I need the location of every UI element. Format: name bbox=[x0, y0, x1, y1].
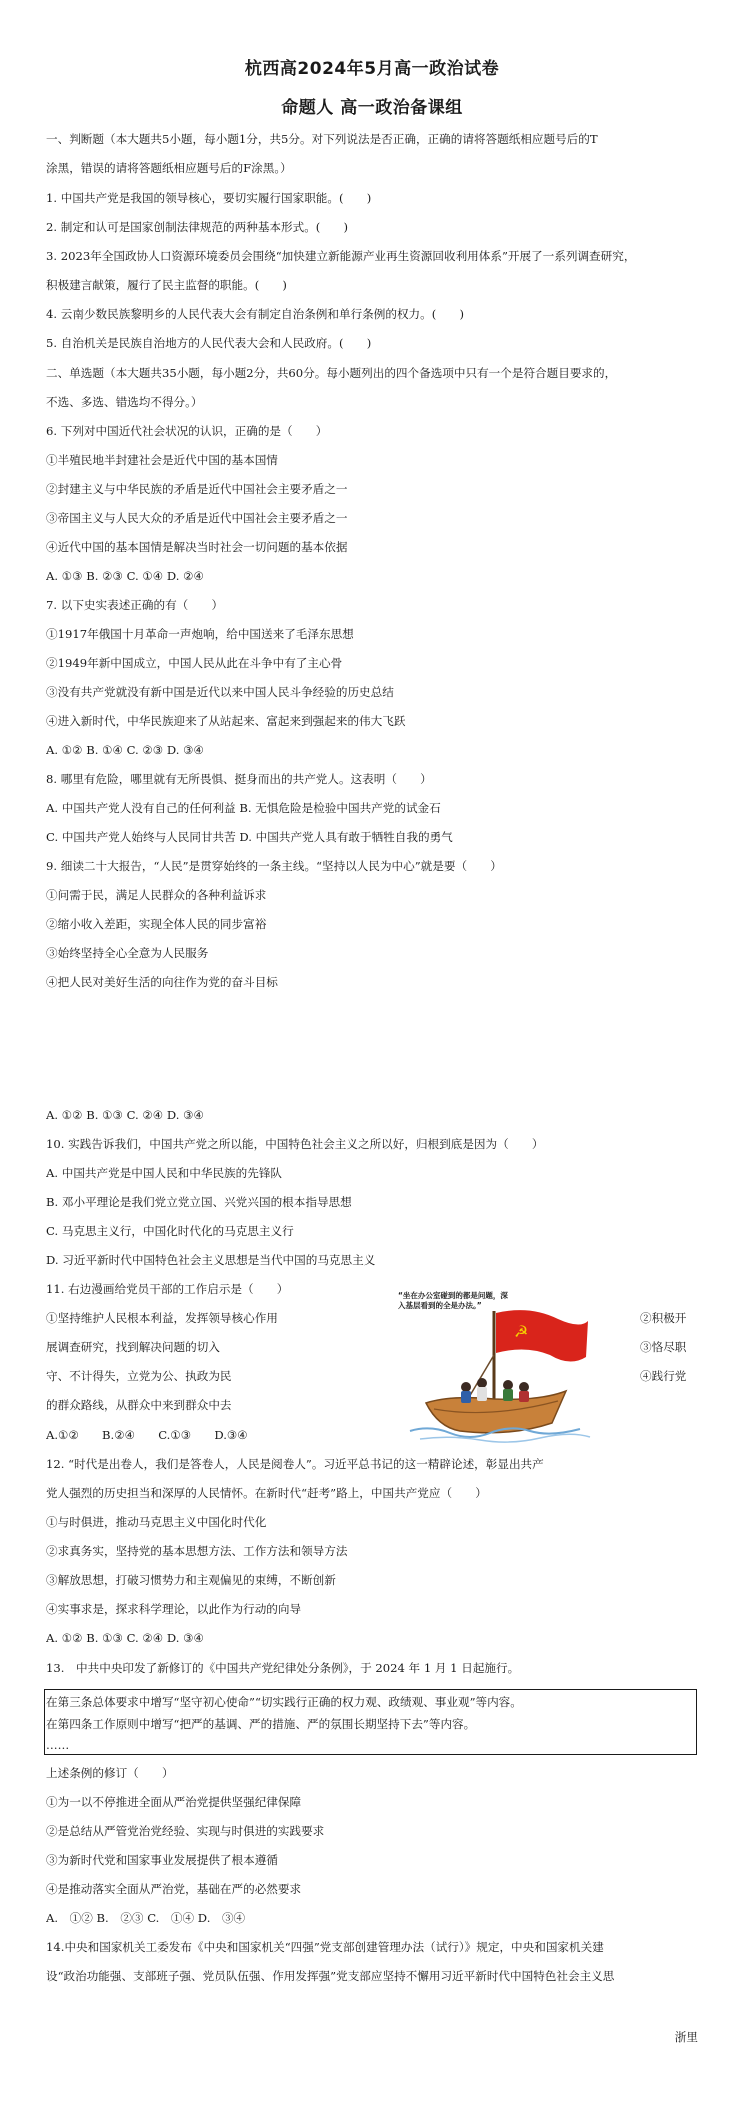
q11-stem: 11. 右边漫画给党员干部的工作启示是（ ） bbox=[46, 1282, 289, 1296]
judge-q4: 4. 云南少数民族黎明乡的人民代表大会有制定自治条例和单行条例的权力。( ) bbox=[46, 307, 464, 321]
section1-intro: 一、判断题（本大题共5小题，每小题1分，共5分。对下列说法是否正确，正确的请将答题纸相应题号后的T bbox=[46, 132, 598, 146]
q6-stem: 6. 下列对中国近代社会状况的认识，正确的是（ ） bbox=[46, 424, 328, 438]
q10-choice-b: B. 邓小平理论是我们党立党立国、兴党兴国的根本指导思想 bbox=[46, 1195, 352, 1209]
q13-stem: 13. 中共中央印发了新修订的《中国共产党纪律处分条例》，于 2024 年 1 月 1 日起施行。 bbox=[46, 1661, 520, 1675]
q9-option: ①问需于民，满足人民群众的各种利益诉求 bbox=[46, 888, 267, 902]
cartoon-caption: “坐在办公室碰到的都是问题，深入基层看到的全是办法。” bbox=[398, 1291, 508, 1310]
q13-material-ellipsis: …… bbox=[46, 1738, 70, 1752]
boat-flag-illustration bbox=[390, 1291, 600, 1443]
q13-material-line: 在第四条工作原则中增写“把严的基调、严的措施、严的氛围长期坚持下去”等内容。 bbox=[46, 1717, 476, 1731]
q10-stem: 10. 实践告诉我们，中国共产党之所以能，中国特色社会主义之所以好，归根到底是因为（ ） bbox=[46, 1137, 544, 1151]
q12-option: ①与时俱进，推动马克思主义中国化时代化 bbox=[46, 1515, 267, 1529]
q13-option: ④是推动落实全面从严治党，基础在严的必然要求 bbox=[46, 1882, 302, 1896]
q7-option: ②1949年新中国成立，中国人民从此在斗争中有了主心骨 bbox=[46, 656, 343, 670]
judge-q3: 3. 2023年全国政协人口资源环境委员会围绕“加快建立新能源产业再生资源回收利用体系”开展了一系列调查研究， bbox=[46, 249, 636, 263]
q7-option: ④进入新时代，中华民族迎来了从站起来、富起来到强起来的伟大飞跃 bbox=[46, 714, 406, 728]
q9-option: ③始终坚持全心全意为人民服务 bbox=[46, 946, 209, 960]
q12-option: ③解放思想，打破习惯势力和主观偏见的束缚，不断创新 bbox=[46, 1573, 336, 1587]
q6-option: ③帝国主义与人民大众的矛盾是近代中国社会主要矛盾之一 bbox=[46, 511, 348, 525]
q8-choices-cd: C. 中国共产党人始终与人民同甘共苦 D. 中国共产党人具有敢于牺牲自我的勇气 bbox=[46, 830, 453, 844]
judge-q2: 2. 制定和认可是国家创制法律规范的两种基本形式。( ) bbox=[46, 220, 349, 234]
q11-option-fragment: ③恪尽职 bbox=[640, 1340, 687, 1354]
q7-choices: A. ①② B. ①④ C. ②③ D. ③④ bbox=[46, 743, 204, 757]
judge-q1: 1. 中国共产党是我国的领导核心，要切实履行国家职能。( ) bbox=[46, 191, 372, 205]
q12-option: ②求真务实，坚持党的基本思想方法、工作方法和领导方法 bbox=[46, 1544, 348, 1558]
judge-q5: 5. 自治机关是民族自治地方的人民代表大会和人民政府。( ) bbox=[46, 336, 372, 350]
section1-intro-cont: 涂黑，错误的请将答题纸相应题号后的F涂黑。） bbox=[46, 161, 292, 175]
q13-material-line: 在第三条总体要求中增写“坚守初心使命”“切实践行正确的权力观、政绩观、事业观”等内容。 bbox=[46, 1695, 522, 1709]
q14-stem-cont: 设“政治功能强、支部班子强、党员队伍强、作用发挥强”党支部应坚持不懈用习近平新时代中国特色社会主义思 bbox=[46, 1969, 615, 1983]
q11-option-fragment: ④践行党 bbox=[640, 1369, 687, 1383]
q13-option: ②是总结从严管党治党经验、实现与时俱进的实践要求 bbox=[46, 1824, 325, 1838]
q12-choices: A. ①② B. ①③ C. ②④ D. ③④ bbox=[46, 1631, 204, 1645]
q11-option: 的群众路线，从群众中来到群众中去 bbox=[46, 1398, 232, 1412]
section2-intro-cont: 不选、多选、错选均不得分。） bbox=[46, 395, 203, 409]
q13-option: ①为一以不停推进全面从严治党提供坚强纪律保障 bbox=[46, 1795, 302, 1809]
q7-option: ③没有共产党就没有新中国是近代以来中国人民斗争经验的历史总结 bbox=[46, 685, 394, 699]
q6-option: ②封建主义与中华民族的矛盾是近代中国社会主要矛盾之一 bbox=[46, 482, 348, 496]
q9-choices: A. ①② B. ①③ C. ②④ D. ③④ bbox=[46, 1108, 204, 1122]
q7-option: ①1917年俄国十月革命一声炮响，给中国送来了毛泽东思想 bbox=[46, 627, 354, 641]
q9-stem: 9. 细读二十大报告，“人民”是贯穿始终的一条主线。“坚持以人民为中心”就是要（ ） bbox=[46, 859, 502, 873]
q10-choice-d: D. 习近平新时代中国特色社会主义思想是当代中国的马克思主义 bbox=[46, 1253, 376, 1267]
q12-stem: 12. “时代是出卷人，我们是答卷人，人民是阅卷人”。习近平总书记的这一精辟论述，彰显出共产 bbox=[46, 1457, 544, 1471]
page-subtitle: 命题人 高一政治备课组 bbox=[281, 98, 463, 118]
q11-option: ①坚持维护人民根本利益，发挥领导核心作用 bbox=[46, 1311, 278, 1325]
q11-option: 守、不计得失，立党为公、执政为民 bbox=[46, 1369, 232, 1383]
q8-stem: 8. 哪里有危险，哪里就有无所畏惧、挺身而出的共产党人。这表明（ ） bbox=[46, 772, 432, 786]
q13-question: 上述条例的修订（ ） bbox=[46, 1766, 174, 1780]
q8-choices-ab: A. 中国共产党人没有自己的任何利益 B. 无惧危险是检验中国共产党的试金石 bbox=[46, 801, 441, 815]
q10-choice-c: C. 马克思主义行，中国化时代化的马克思主义行 bbox=[46, 1224, 294, 1238]
q9-option: ④把人民对美好生活的向往作为党的奋斗目标 bbox=[46, 975, 278, 989]
q10-choice-a: A. 中国共产党是中国人民和中华民族的先锋队 bbox=[46, 1166, 283, 1180]
q12-stem-cont: 党人强烈的历史担当和深厚的人民情怀。在新时代“赶考”路上，中国共产党应（ ） bbox=[46, 1486, 487, 1500]
q12-option: ④实事求是，探求科学理论，以此作为行动的向导 bbox=[46, 1602, 302, 1616]
q11-option: 展调查研究，找到解决问题的切入 bbox=[46, 1340, 220, 1354]
q14-stem: 14.中央和国家机关工委发布《中央和国家机关“四强”党支部创建管理办法（试行）》规定，中央和国家机关建 bbox=[46, 1940, 604, 1954]
q9-option: ②缩小收入差距，实现全体人民的同步富裕 bbox=[46, 917, 267, 931]
q13-option: ③为新时代党和国家事业发展提供了根本遵循 bbox=[46, 1853, 278, 1867]
q11-option-fragment: ②积极开 bbox=[640, 1311, 687, 1325]
q13-choices: A. ①② B. ②③ C. ①④ D. ③④ bbox=[46, 1911, 246, 1925]
q6-option: ①半殖民地半封建社会是近代中国的基本国情 bbox=[46, 453, 278, 467]
q6-option: ④近代中国的基本国情是解决当时社会一切问题的基本依据 bbox=[46, 540, 348, 554]
q7-stem: 7. 以下史实表述正确的有（ ） bbox=[46, 598, 224, 612]
judge-q3-cont: 积极建言献策，履行了民主监督的职能。( ) bbox=[46, 278, 287, 292]
q11-choices: A.①② B.②④ C.①③ D.③④ bbox=[46, 1428, 248, 1442]
q6-choices: A. ①③ B. ②③ C. ①④ D. ②④ bbox=[46, 569, 204, 583]
party-boat-cartoon bbox=[390, 1291, 600, 1443]
section2-intro: 二、单选题（本大题共35小题，每小题2分，共60分。每小题列出的四个备选项中只有一个是符合题目要求的， bbox=[46, 366, 617, 380]
page-title: 杭西高2024年5月高一政治试卷 bbox=[244, 59, 500, 79]
page-footer: 浙里 bbox=[674, 2030, 698, 2044]
hammer-sickle-icon: ☭ bbox=[514, 1322, 529, 1341]
